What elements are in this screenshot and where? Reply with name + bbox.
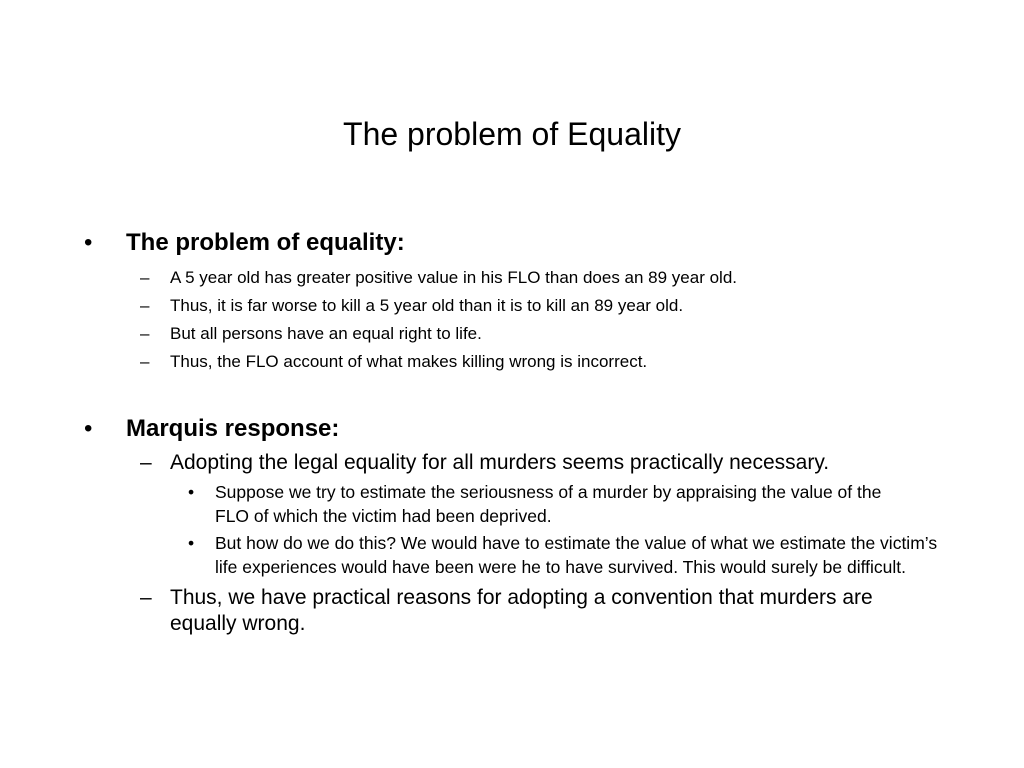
sub-bullet-text: Thus, we have practical reasons for adopting a convention that murders are equally wrong. — [170, 586, 873, 635]
bullet-marquis-response — [84, 412, 964, 446]
sub-sub-bullet — [84, 531, 945, 579]
dash-marker: – — [140, 324, 150, 343]
bullet-dot: • — [84, 415, 93, 442]
sub-bullet — [84, 450, 964, 476]
dash-marker: – — [140, 586, 152, 609]
sub-bullet — [84, 264, 964, 292]
sub-bullet-text: But all persons have an equal right to life. — [170, 324, 482, 343]
sub-sub-bullet-text: But how do we do this? We would have to estimate the value of what we estimate the victim’s life experiences would have been were he to have survived. This would surely be difficult. — [215, 533, 938, 577]
bullet-dot: • — [188, 533, 195, 553]
sub-bullet-text: Thus, it is far worse to kill a 5 year old than it is to kill an 89 year old. — [170, 296, 684, 315]
dash-marker: – — [140, 352, 150, 371]
slide-title: The problem of Equality — [343, 116, 681, 152]
section-heading: Marquis response: — [126, 415, 340, 442]
sub-bullet-text: Thus, the FLO account of what makes killing wrong is incorrect. — [170, 352, 648, 371]
slide-body — [84, 226, 964, 637]
bullet-problem-of-equality — [84, 226, 964, 260]
sub-bullet-text: A 5 year old has greater positive value in his FLO than does an 89 year old. — [170, 268, 738, 287]
dash-marker: – — [140, 451, 152, 474]
sub-sub-bullet — [84, 480, 917, 528]
sub-bullet — [84, 348, 964, 376]
sub-bullet-text: Adopting the legal equality for all murders seems practically necessary. — [170, 451, 830, 474]
section-heading: The problem of equality: — [126, 229, 405, 256]
sub-bullet — [84, 292, 964, 320]
bullet-dot: • — [188, 482, 195, 502]
sub-bullet — [84, 320, 964, 348]
sub-sub-bullet-text: Suppose we try to estimate the seriousness of a murder by appraising the value of the FLO of which the victim had been deprived. — [215, 482, 882, 526]
dash-marker: – — [140, 268, 150, 287]
dash-marker: – — [140, 296, 150, 315]
sub-bullet — [84, 585, 882, 637]
bullet-dot: • — [84, 229, 93, 256]
